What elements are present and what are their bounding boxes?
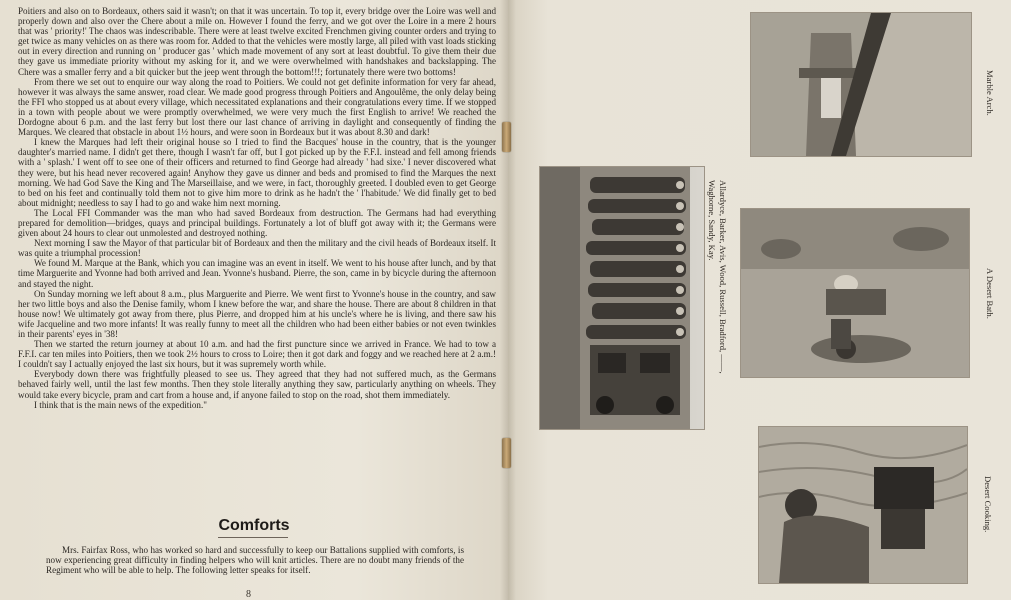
paragraph: Then we started the return journey at about 10 a.m. and had the first puncture since we arrived in France. We had to tow a F.F.I. car ten miles into Poitiers, then we took 2½ hours to cross to Loire; then it got dark and foggy and we reached here at 2 a.m.! I couldn't say I actually enjoyed the last six hours, but it was supremely worth while.	[18, 339, 496, 370]
paragraph: I knew the Marques had left their original house so I tried to find the Bacques' house in the country, that is the younger daughter's married name. I didn't get there, though I wasn't far off, but I got picked up by the F.F.I. instead and fell among friends with a ' splash.' I went off to see one of their officers and returned to find George had already ' had sixe.' I never discovered what they were, but his head never recovered again! Anyhow they gave us dinner and beds and promised to find the Marques the next morning. We had God Save the King and The Marseillaise, and we were, in fact, thoroughly greeted. I doubled even to get George to bed on his feet and continually told them not to give him more to drink as he hadn't the ' l'habitude.' We did finally get to bed about midnight; needless to say I had to go and wake him next morning.	[18, 137, 496, 208]
paragraph: Everybody down there was frightfully pleased to see us. They agreed that they had not suffered much, as the Germans behaved fairly well, until the last few months. Then they stole literally anything they saw, particularly anything on wheels. They would take every bicycle, pram and cart from a house and, if anyone failed to stop on the road, shot them immediately.	[18, 369, 496, 400]
desert-cooking-image	[759, 427, 967, 583]
right-page	[508, 0, 1011, 600]
paragraph: Next morning I saw the Mayor of that particular bit of Bordeaux and then the military and the civil heads of Bordeaux itself. It was quite a triumphal procession!	[18, 238, 496, 259]
desert-bath-caption: A Desert Bath.	[985, 268, 995, 319]
comforts-section	[46, 545, 464, 576]
group-photo-caption	[706, 180, 728, 420]
paragraph: On Sunday morning we left about 8 a.m., plus Marguerite and Pierre. We went first to Yvonne's house in the country, and saw her two little boys and also the Denise family, whom I knew before the war, and share the house. There are about 8 children in that house now! We ultimately got away from there, plus Pierre, and dropped him at his uncle's where he is living, and there saw his wife Jacqueline and two more infants! It was really funny to meet all the children who had been either babies or not even twinkles in their parents' eyes in '38!	[18, 288, 496, 339]
desert-cooking-caption: Desert Cooking.	[983, 476, 993, 533]
paragraph: Poitiers and also on to Bordeaux, others said it wasn't; on that it was uncertain. To top it, every bridge over the Loire was well and properly down and also over the Chere about a mile on. However I found the ferry, and we got over the Loire in a mere 2 hours that was ' priority!' The chaos was indescribable. There were at least twelve excited Frenchmen giving counter orders and trying to get twice as many vehicles on as there was room for. Added to that the vehicles were mostly large, all piled with vast loads sticking out in every direction and running on ' producer gas ' which made movement of any sort at least doubtful. To give them their due they gave us immediate priority without my asking for it, and we were overwhelmed with handshakes and backslapping. The Chere was a smaller ferry and a bit quicker but the jeep went through the bottom!!!; fortunately there were two bottoms!	[18, 6, 496, 77]
staple-top	[502, 122, 511, 152]
comforts-paragraph: Mrs. Fairfax Ross, who has worked so hard and successfully to keep our Battalions supplied with comforts, is now experiencing great difficulty in finding helpers who will knit articles. There are no doubt many friends of the Regiment who will be able to help. The following letter speaks for itself.	[46, 545, 464, 576]
section-heading: Comforts	[218, 517, 290, 534]
caption-line: Waghorne, Sandy, Kay.	[707, 180, 717, 261]
desert-bath-photo	[740, 208, 970, 378]
group-photo	[539, 166, 705, 430]
paragraph: From there we set out to enquire our way along the road to Poitiers. We could not get definite information for very far ahead, however it was always the same answer, road clear. We made good progress through Poitiers and Angoulême, the only delay being the FFI who stopped us at about every village, which necessitated explanations and their congratulations every time. If we stopped in a town with people about we were promptly overwhelmed, we were very much the first English to arrive! We reached the Dordogne about 6 p.m. and the last ferry but lost there our last chance of arriving in daylight and consequently of finding the Marques. We cleared that obstacle in about 1½ hours, and were soon in Bordeaux but it was about 8.30 and dark!	[18, 76, 496, 138]
marble-arch-photo	[750, 12, 972, 157]
desert-cooking-photo	[758, 426, 968, 584]
paragraph: I think that is the main news of the expedition."	[34, 399, 207, 410]
staple-bottom	[502, 438, 511, 468]
book-spine	[500, 0, 516, 600]
paragraph: We found M. Marque at the Bank, which you can imagine was an event in itself. We went to his house after lunch, and by that time Marguerite and Yvonne had both arrived and Jean. Yvonne's husband. Pierre, the son, came in by bicycle during the afternoon and stayed the night.	[18, 258, 496, 289]
caption-line: Allardyce, Barker, Avis, Wood, Russell, Bradford, ——,	[718, 180, 728, 374]
article-body	[18, 6, 496, 410]
marble-arch-image	[751, 13, 971, 156]
page-number: 8	[246, 589, 251, 600]
heading-underline	[218, 537, 288, 538]
marble-arch-caption: Marble Arch.	[985, 70, 995, 116]
paragraph: The Local FFI Commander was the man who had saved Bordeaux from destruction. The Germans had had everything prepared for demolition—bridges, quays and principal buildings. Fortunately a lot of bluff got away with it; the Germans were given about 24 hours to clear out unmolested and destroyed nothing.	[18, 207, 496, 239]
group-photo-image	[540, 167, 704, 429]
desert-bath-image	[741, 209, 969, 377]
